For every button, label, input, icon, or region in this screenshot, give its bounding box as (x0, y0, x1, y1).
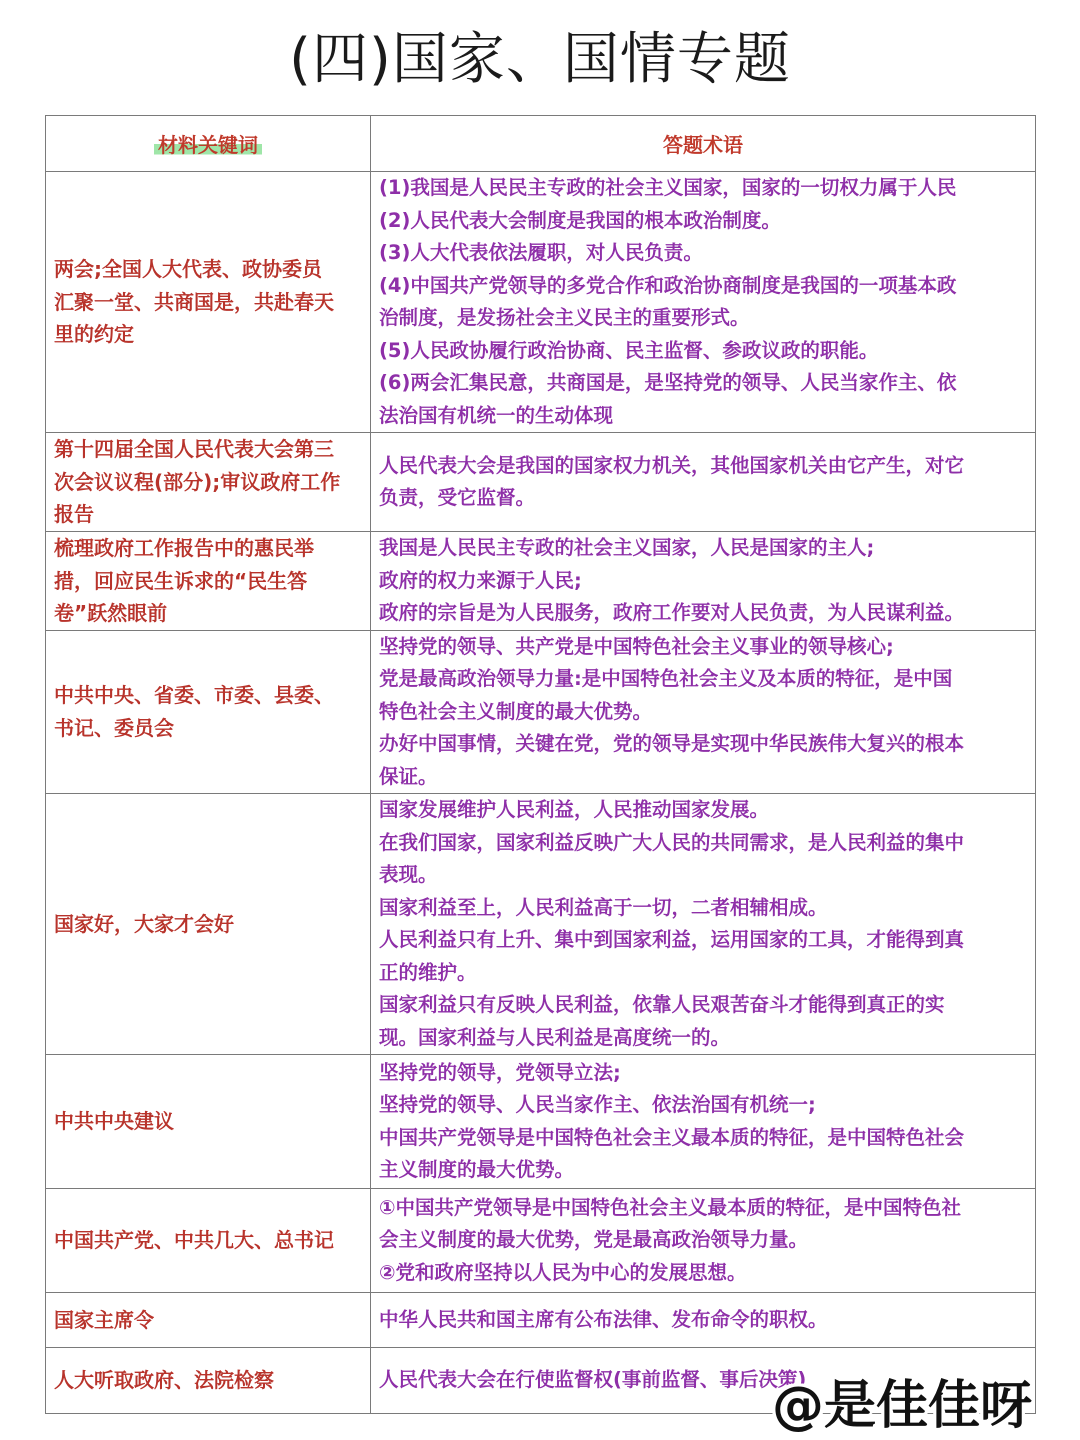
table-row (46, 1189, 1036, 1293)
page-title: (四)国家、国情专题 (289, 27, 791, 92)
answer-cell: 坚持党的领导、共产党是中国特色社会主义事业的领导核心; 党是最高政治领导力量:是中国特色社会主义及本质的特征，是中国 特色社会主义制度的最大优势。 办好中国事情，关键在党，党的领导是实现中华民族伟大复兴的根本 保证。 (371, 630, 1036, 794)
table-row (46, 172, 1036, 433)
keyword-cell: 第十四届全国人民代表大会第三 次会议议程(部分);审议政府工作 报告 (46, 433, 371, 532)
keyword-cell: 梳理政府工作报告中的惠民举 措，回应民生诉求的“民生答 卷”跃然眼前 (46, 532, 371, 631)
answer-cell: 国家发展维护人民利益，人民推动国家发展。 在我们国家，国家利益反映广大人民的共同需求，是人民利益的集中 表现。 国家利益至上，人民利益高于一切，二者相辅相成。 人民利益只有上升、集中到国家利益，运用国家的工具，才能得到真 正的维护。 国家利益只有反映人民利益，依靠人民艰苦奋斗才能得到真正的实 现。国家利益与人民利益是高度统一的。 (371, 794, 1036, 1055)
author-watermark: @是佳佳呀 (771, 1376, 1032, 1436)
answer-cell: 中华人民共和国主席有公布法律、发布命令的职权。 (371, 1293, 1036, 1348)
table-header-row (46, 116, 1036, 172)
answer-cell: 人民代表大会在行使监督权(事前监督、事后决策) (371, 1348, 1036, 1414)
answer-cell: 我国是人民民主专政的社会主义国家，人民是国家的主人; 政府的权力来源于人民; 政府的宗旨是为人民服务，政府工作要对人民负责，为人民谋利益。 (371, 532, 1036, 631)
answer-cell: 人民代表大会是我国的国家权力机关，其他国家机关由它产生，对它 负责，受它监督。 (371, 433, 1036, 532)
answer-cell: (1)我国是人民民主专政的社会主义国家，国家的一切权力属于人民 (2)人民代表大会制度是我国的根本政治制度。 (3)人大代表依法履职，对人民负责。 (4)中国共产党领导的多党合作和政治协商制度是我国的一项基本政 治制度，是发扬社会主义民主的重要形式。 (5)人民政协履行政治协商、民主监督、参政议政的职能。 (6)两会汇集民意，共商国是，是坚持党的领导、人民当家作主、依 法治国有机统一的生动体现 (371, 172, 1036, 433)
column-header-answer: 答题术语 (371, 116, 1036, 172)
keyword-cell: 两会;全国人大代表、政协委员 汇聚一堂、共商国是，共赴春天 里的约定 (46, 172, 371, 433)
answer-cell: 坚持党的领导，党领导立法; 坚持党的领导、人民当家作主、依法治国有机统一; 中国共产党领导是中国特色社会主义最本质的特征，是中国特色社会 主义制度的最大优势。 (371, 1055, 1036, 1189)
table-row (46, 794, 1036, 1055)
keyword-cell: 人大听取政府、法院检察 (46, 1348, 371, 1414)
keyword-cell: 中共中央、省委、市委、县委、 书记、委员会 (46, 630, 371, 794)
keyword-cell: 中国共产党、中共几大、总书记 (46, 1189, 371, 1293)
keyword-cell: 中共中央建议 (46, 1055, 371, 1189)
keyword-cell: 国家好，大家才会好 (46, 794, 371, 1055)
table-row (46, 532, 1036, 631)
keyword-cell: 国家主席令 (46, 1293, 371, 1348)
table-row (46, 1055, 1036, 1189)
table-row (46, 433, 1036, 532)
keyword-answer-table (45, 115, 1036, 1414)
table-row (46, 1293, 1036, 1348)
table-row (46, 630, 1036, 794)
answer-cell: ①中国共产党领导是中国特色社会主义最本质的特征，是中国特色社 会主义制度的最大优势，党是最高政治领导力量。 ②党和政府坚持以人民为中心的发展思想。 (371, 1189, 1036, 1293)
column-header-keyword: 材料关键词 (46, 116, 371, 172)
